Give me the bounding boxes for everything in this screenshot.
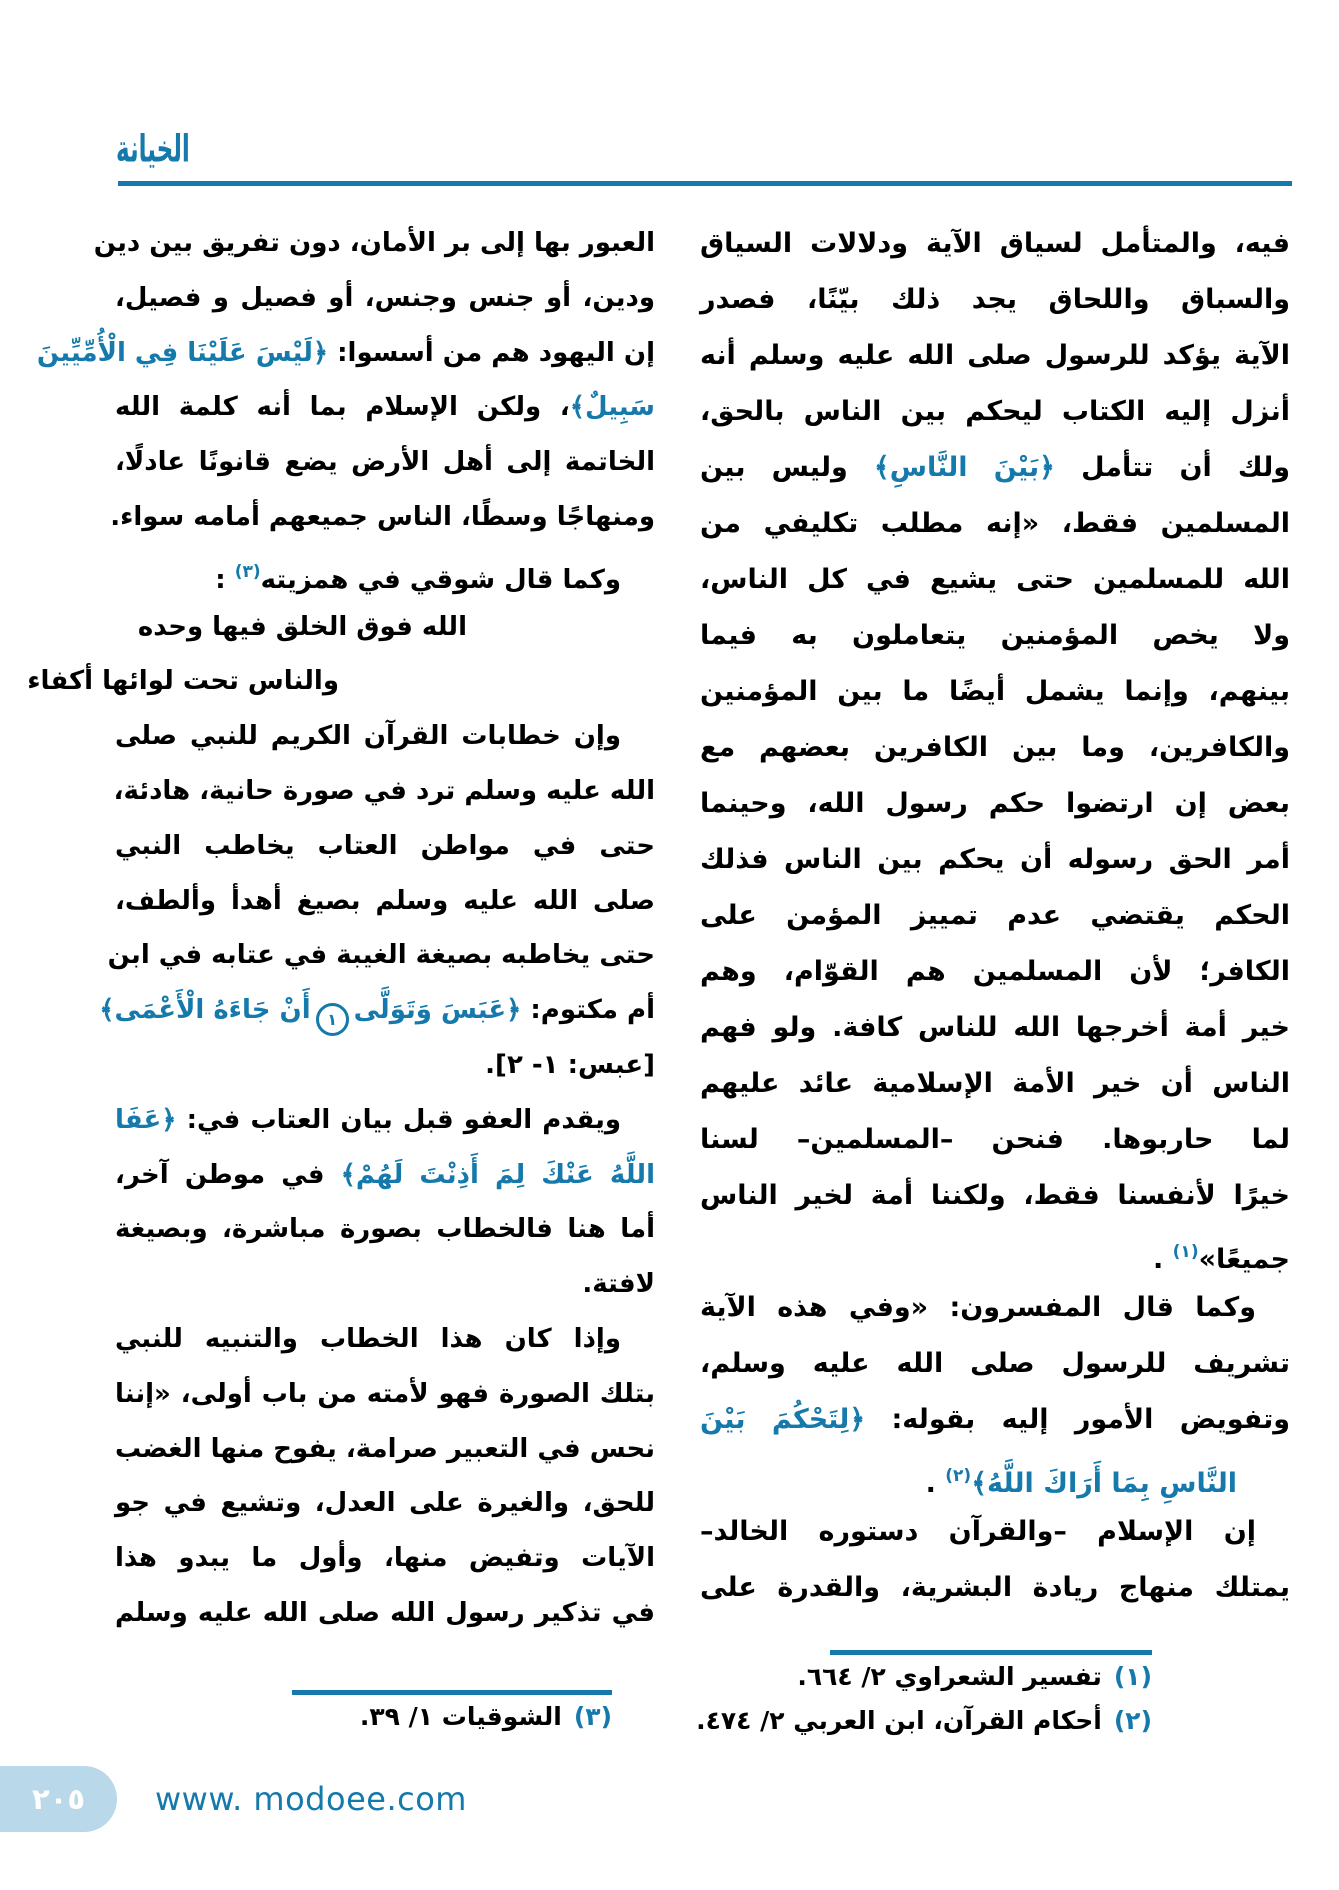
text-line [700, 1504, 1290, 1560]
text-line [115, 874, 655, 929]
body-text: فيه، والمتأمل لسياق الآية ودلالات السياق [700, 228, 1290, 259]
header-rule [118, 181, 1292, 186]
text-line [700, 552, 1290, 608]
body-text: ، ولكن الإسلام بما أنه كلمة الله [115, 392, 570, 423]
body-text: في موطن آخر، [115, 1159, 341, 1190]
footnote-reference: (١) [1172, 1242, 1199, 1262]
text-line [700, 1448, 1290, 1504]
footnote-reference: (٣) [234, 561, 261, 582]
body-text: وليس بين [700, 452, 874, 483]
website-url: www. modoee.com [155, 1780, 467, 1818]
body-text: والكافرين، وما بين الكافرين بعضهم مع [700, 732, 1290, 763]
body-text: ويقدم العفو قبل بيان العتاب في: [176, 1104, 621, 1135]
text-line [700, 832, 1290, 888]
body-text: ودين، أو جنس وجنس، أو فصيل و فصيل، [115, 282, 655, 313]
body-text: لافتة. [582, 1269, 655, 1300]
text-line [700, 1056, 1290, 1112]
text-line [115, 1476, 655, 1531]
text-line [115, 709, 655, 764]
body-text: بعض إن ارتضوا حكم رسول الله، وحينما [700, 788, 1290, 819]
footnotes-right [682, 1650, 1152, 1743]
body-text: نحس في التعبير صرامة، يفوح منها الغضب [115, 1433, 655, 1464]
body-text: والسباق واللحاق يجد ذلك بيّنًا، فصدر [700, 284, 1290, 315]
body-text: وتفويض الأمور إليه بقوله: [865, 1404, 1291, 1435]
text-line [700, 1392, 1290, 1448]
body-text: الله فوق الخلق فيها وحده [137, 611, 467, 642]
quran-verse-text: ﴿عَبَسَ وَتَوَلَّى [353, 995, 522, 1026]
column-left [27, 216, 655, 1641]
text-line [115, 435, 655, 490]
body-text: أنزل إليه الكتاب ليحكم بين الناس بالحق، [700, 396, 1290, 427]
body-text: صلى الله عليه وسلم بصيغ أهدأ وألطف، [115, 885, 655, 916]
ayah-number-marker: ١ [316, 1003, 349, 1036]
text-line [700, 1336, 1290, 1392]
body-text: العبور بها إلى بر الأمان، دون تفريق بين دين [93, 228, 655, 258]
body-text: . [1152, 1244, 1173, 1275]
text-line [700, 944, 1290, 1000]
body-text: المسلمين فقط، «إنه مطلب تكليفي من [700, 508, 1290, 539]
footnote-reference: (٢) [945, 1466, 972, 1486]
body-text: الله عليه وسلم ترد في صورة حانية، هادئة، [113, 775, 655, 806]
text-line [700, 216, 1290, 272]
body-text: الله للمسلمين حتى يشيع في كل الناس، [700, 564, 1290, 595]
footnote-item [682, 1655, 1152, 1699]
body-text: وإن خطابات القرآن الكريم للنبي صلى [115, 721, 621, 752]
body-text: : [215, 564, 235, 595]
text-line [700, 1112, 1290, 1168]
text-line [93, 216, 655, 271]
body-text: الآية يؤكد للرسول صلى الله عليه وسلم أنه [700, 340, 1290, 371]
body-text: إن اليهود هم من أسسوا: [328, 337, 655, 368]
text-line [700, 384, 1290, 440]
text-line [115, 819, 655, 874]
quran-verse-text: ﴿لَيْسَ عَلَيْنَا فِي الْأُمِّيِّينَ [36, 337, 329, 368]
text-line [700, 1168, 1290, 1224]
body-text: الناس أن خير الأمة الإسلامية عائد عليهم [700, 1068, 1290, 1099]
body-text: ولا يخص المؤمنين يتعاملون به فيما [700, 620, 1290, 651]
body-text: جميعًا» [1198, 1244, 1290, 1275]
text-line [700, 1280, 1290, 1336]
body-text: تشريف للرسول صلى الله عليه وسلم، [700, 1348, 1290, 1379]
body-text: بينهم، وإنما يشمل أيضًا ما بين المؤمنين [700, 676, 1290, 707]
text-line [700, 440, 1290, 496]
footnote-item [115, 1695, 612, 1739]
text-line [700, 496, 1290, 552]
text-line [115, 1531, 655, 1586]
body-text: وكما قال شوقي في همزيته [260, 564, 621, 595]
body-text: لما حاربوها. فنحن –المسلمين– لسنا [700, 1124, 1290, 1155]
body-text: والناس تحت لوائها أكفاء [27, 666, 339, 697]
text-line [115, 1312, 655, 1367]
body-text: أمر الحق رسوله أن يحكم بين الناس فذلك [700, 844, 1290, 875]
body-text: . [925, 1468, 946, 1499]
body-text: الآيات وتفيض منها، وأول ما يبدو هذا [115, 1543, 655, 1574]
body-text: [عبس: ١- ٢]. [485, 1049, 655, 1080]
text-line [115, 1586, 655, 1641]
body-text: في تذكير رسول الله صلى الله عليه وسلم [115, 1597, 655, 1628]
text-line [115, 380, 655, 435]
body-text: وكما قال المفسرون: «وفي هذه الآية [700, 1292, 1256, 1323]
quran-verse-text: ﴿لِتَحْكُمَ بَيْنَ [700, 1404, 866, 1435]
body-text: حتى يخاطبه بصيغة الغيبة في عتابه في ابن [107, 940, 655, 971]
footnote-text: أحكام القرآن، ابن العربي ٢/ ٤٧٤. [696, 1706, 1102, 1735]
body-text: الكافر؛ لأن المسلمين هم القوّام، وهم [700, 956, 1290, 987]
text-line [700, 1560, 1290, 1616]
text-line [700, 664, 1290, 720]
text-line [700, 776, 1290, 832]
text-line [700, 328, 1290, 384]
book-title-logo: الخيانة [116, 126, 190, 171]
footnote-number: (١) [1113, 1662, 1152, 1691]
text-line [115, 1202, 655, 1257]
text-line [115, 1257, 655, 1312]
text-line [110, 490, 655, 545]
footnote-text: تفسير الشعراوي ٢/ ٦٦٤. [797, 1662, 1102, 1691]
quran-verse-text: اللَّهُ عَنْكَ لِمَ أَذِنْتَ لَهُمْ﴾ [340, 1159, 655, 1190]
body-text: إن الإسلام –والقرآن دستوره الخالد– [700, 1516, 1256, 1547]
body-text: حتى في مواطن العتاب يخاطب النبي [115, 830, 655, 861]
body-text: بتلك الصورة فهو لأمته من باب أولى، «إننا [115, 1378, 655, 1409]
body-text: أم مكتوم: [521, 995, 655, 1026]
body-text: خير أمة أخرجها الله للناس كافة. ولو فهم [700, 1012, 1290, 1043]
body-text: أما هنا فالخطاب بصورة مباشرة، وبصيغة [115, 1214, 655, 1245]
footnote-number: (٢) [1113, 1706, 1152, 1735]
body-text: الخاتمة إلى أهل الأرض يضع قانونًا عادلًا، [115, 447, 655, 478]
page-number-badge [0, 1766, 117, 1832]
footnote-item [682, 1699, 1152, 1743]
text-line [115, 1367, 655, 1422]
text-line [700, 888, 1290, 944]
text-line [27, 654, 655, 709]
text-line [115, 1422, 655, 1477]
text-line [700, 1000, 1290, 1056]
text-line [115, 545, 655, 600]
text-line [700, 720, 1290, 776]
quran-verse-text: ﴿عَفَا [115, 1104, 177, 1135]
body-text: يمتلك منهاج ريادة البشرية، والقدرة على [700, 1572, 1290, 1603]
footnote-text: الشوقيات ١/ ٣٩. [359, 1702, 562, 1731]
text-line [115, 600, 655, 655]
page-number: ٢٠٥ [31, 1782, 86, 1816]
body-text: وإذا كان هذا الخطاب والتنبيه للنبي [115, 1323, 621, 1354]
text-line [700, 608, 1290, 664]
text-line [115, 1148, 655, 1203]
text-line [99, 983, 655, 1038]
footnote-number: (٣) [573, 1702, 612, 1731]
text-line [115, 1038, 655, 1093]
body-text: الحكم يقتضي عدم تمييز المؤمن على [700, 900, 1290, 931]
text-line [700, 1224, 1290, 1280]
body-text: ولك أن تتأمل [1055, 452, 1290, 483]
quran-verse-text: سَبِيلٌ﴾ [569, 392, 655, 423]
column-right [700, 216, 1290, 1616]
quran-verse-text: ﴿بَيْنَ النَّاسِ﴾ [873, 452, 1055, 483]
text-line [700, 272, 1290, 328]
text-line [36, 326, 655, 381]
quran-verse-text: أَنْ جَاءَهُ الْأَعْمَى﴾ [99, 995, 311, 1026]
text-line [115, 1093, 655, 1148]
body-text: للحق، والغيرة على العدل، وتشيع في جو [115, 1488, 655, 1519]
body-text: خيرًا لأنفسنا فقط، ولكننا أمة لخير الناس [700, 1180, 1290, 1211]
text-line [115, 271, 655, 326]
text-line [115, 764, 655, 819]
footnotes-left [115, 1690, 612, 1739]
text-line [107, 928, 655, 983]
body-text: ومنهاجًا وسطًا، الناس جميعهم أمامه سواء. [110, 501, 655, 532]
quran-verse-text: النَّاسِ بِمَا أَرَاكَ اللَّهُ﴾ [971, 1468, 1237, 1499]
